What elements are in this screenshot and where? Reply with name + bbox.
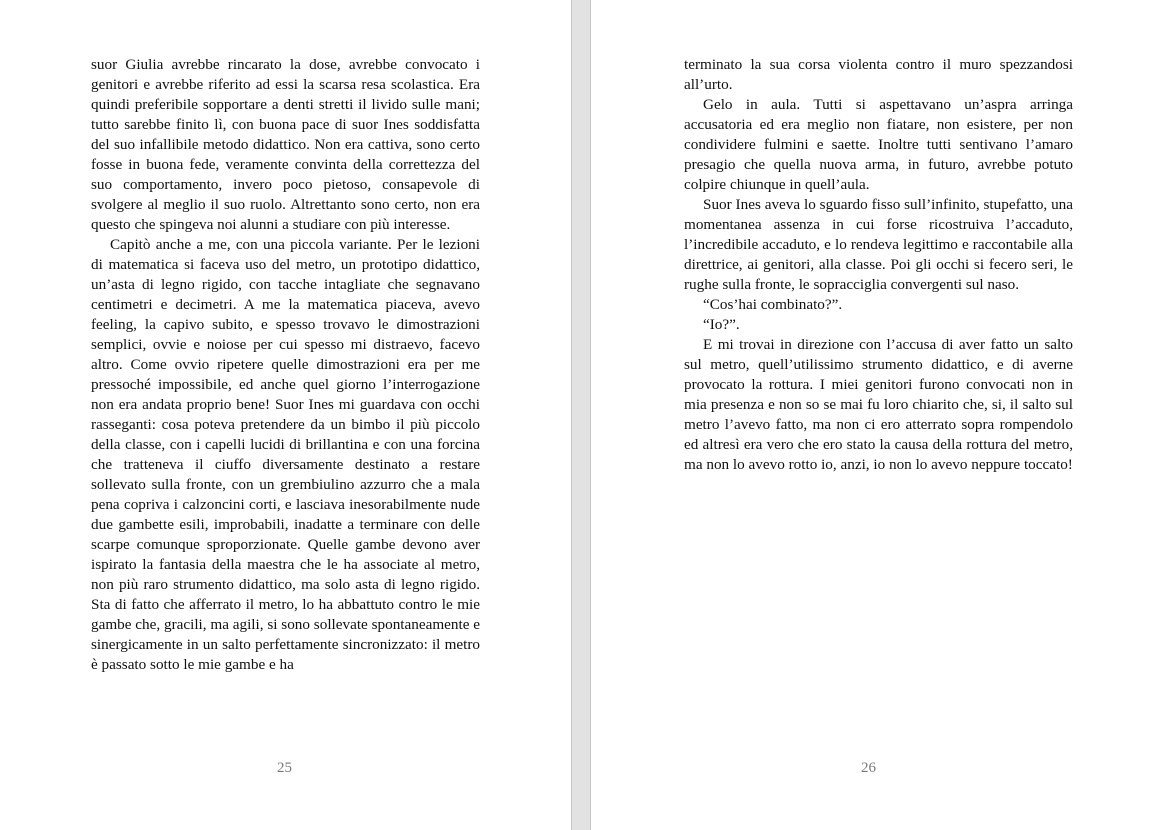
page-number: 25 (277, 760, 292, 776)
paragraph: Capitò anche a me, con una piccola variante. Per le lezioni di matematica si faceva uso del metro, un prototipo didattico, un’asta di legno rigido, con tacche intagliate che segnavano centimetri e decimetri. A me la matematica piaceva, avevo feeling, la capivo subito, e spesso trovavo le dimostrazioni semplici, ovvie e noiose per cui spesso mi distraevo, facevo altro. Come ovvio ripetere quelle dimostrazioni era per me pressoché impossibile, ed anche quel giorno l’interrogazione non era andata proprio bene! Suor Ines mi guardava con occhi rasseganti: cosa poteva pretendere da un bimbo il più piccolo della classe, con i capelli lucidi di brillantina e con una forcina che tratteneva il ciuffo diversamente destinato a restare sollevato sulla fronte, con un grembiulino azzurro che a mala pena copriva i calzoncini corti, e lasciava inesorabilmente nude due gambette esili, improbabili, inadatte a terminare con delle scarpe comunque sproporzionate. Quelle gambe devono aver ispirato la fantasia della maestra che le ha associate al metro, non più raro strumento didattico, ma solo asta di legno rigido. Sta di fatto che afferrato il metro, lo ha abbattuto contro le mie gambe che, gracili, ma agili, si sono sollevate spontaneamente e sinergicamente in un salto perfettamente sincronizzato: il metro è passato sotto le mie gambe e ha (91, 236, 480, 673)
page-gutter-divider (571, 0, 591, 830)
page-text-left (91, 55, 480, 675)
paragraph: suor Giulia avrebbe rincarato la dose, avrebbe convocato i genitori e avrebbe riferito ad essi la scarsa resa scolastica. Era quindi preferibile sopportare a denti stretti il livido sulle mani; tutto sarebbe finito lì, con buona pace di suor Ines soddisfatta del suo infallibile metodo didattico. Non era cattiva, sono certo fosse in buona fede, veramente convinta della correttezza del suo comportamento, invero poco pietoso, consapevole di svolgere al meglio il suo ruolo. Altrettanto sono certo, non era questo che spingeva noi alunni a studiare con più interesse. (91, 56, 480, 233)
page-text-right (684, 55, 1073, 475)
page-left (0, 0, 571, 830)
dialogue-line: “Io?”. (703, 316, 740, 333)
paragraph: terminato la sua corsa violenta contro il muro spezzandosi all’urto. (684, 56, 1073, 93)
paragraph: Suor Ines aveva lo sguardo fisso sull’infinito, stupefatto, una momentanea assenza in cui forse ricostruiva l’accaduto, l’incredibile accaduto, e lo rendeva legittimo e raccontabile alla direttrice, ai genitori, alla classe. Poi gli occhi si fecero seri, le rughe sulla fronte, le sopracciglia convergenti sul naso. (684, 196, 1073, 293)
dialogue-line: “Cos’hai combinato?”. (703, 296, 843, 313)
page-right (591, 0, 1162, 830)
paragraph: E mi trovai in direzione con l’accusa di aver fatto un salto sul metro, quell’utilissimo strumento didattico, e di averne provocato la rottura. I miei genitori furono convocati non in mia presenza e non so se mai fu loro chiarito che, si, il salto sul metro l’avevo fatto, ma non ci ero atterrato sopra rompendolo ed altresì era vero che ero stato la causa della rottura del metro, ma non lo avevo rotto io, anzi, io non lo avevo neppure toccato! (684, 336, 1073, 473)
paragraph: Gelo in aula. Tutti si aspettavano un’aspra arringa accusatoria ed era meglio non fiatare, non esistere, per non condividere fulmini e saette. Inoltre tutti sentivano l’amaro presagio che quella nuova arma, in futuro, avrebbe potuto colpire chiunque in quell’aula. (684, 96, 1073, 193)
page-number: 26 (861, 760, 876, 776)
